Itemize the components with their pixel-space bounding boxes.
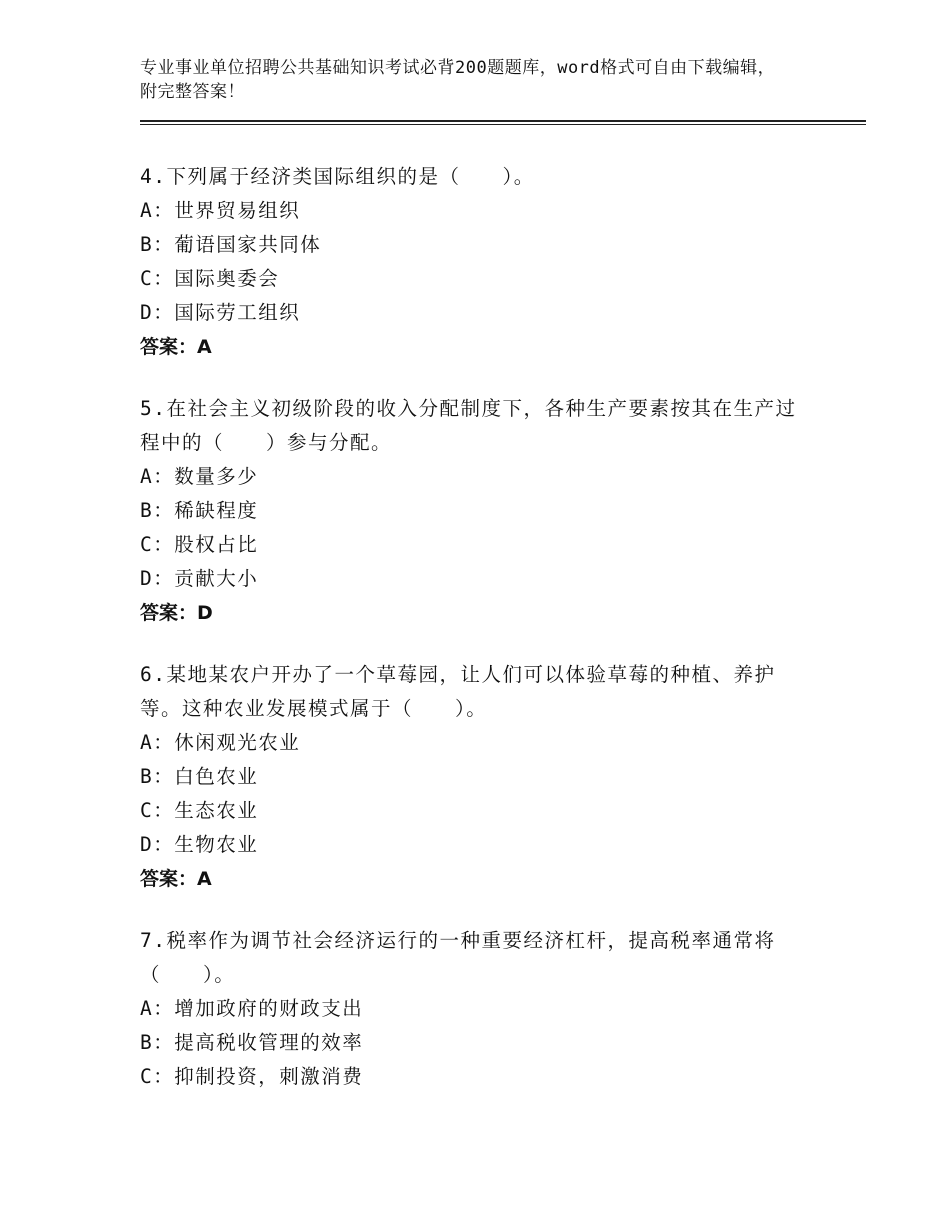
option-c: C：股权占比 (140, 533, 259, 556)
question-stem: 5.在社会主义初级阶段的收入分配制度下，各种生产要素按其在生产过程中的（ ）参与分配。 (140, 397, 797, 454)
option-d: D：贡献大小 (140, 567, 259, 590)
option-d: D：国际劳工组织 (140, 301, 301, 324)
question-4 (140, 160, 800, 364)
option-c: C：生态农业 (140, 799, 259, 822)
answer: 答案：A (140, 868, 212, 890)
document-header: 专业事业单位招聘公共基础知识考试必背200题题库，word格式可自由下载编辑，附完整答案！ (140, 58, 776, 102)
option-d: D：生物农业 (140, 833, 259, 856)
question-stem: 6.某地某农户开办了一个草莓园，让人们可以体验草莓的种植、养护等。这种农业发展模式属于（ ）。 (140, 663, 776, 720)
question-6 (140, 658, 800, 896)
header-divider (140, 120, 866, 125)
answer: 答案：A (140, 336, 212, 358)
option-b: B：葡语国家共同体 (140, 233, 322, 256)
option-a: A：休闲观光农业 (140, 731, 301, 754)
option-b: B：提高税收管理的效率 (140, 1031, 364, 1054)
option-a: A：数量多少 (140, 465, 259, 488)
option-a: A：世界贸易组织 (140, 199, 301, 222)
option-c: C：抑制投资，刺激消费 (140, 1065, 364, 1088)
option-b: B：白色农业 (140, 765, 259, 788)
question-list (140, 160, 800, 1122)
answer: 答案：D (140, 602, 213, 624)
question-stem: 7.税率作为调节社会经济运行的一种重要经济杠杆，提高税率通常将（ ）。 (140, 929, 776, 986)
question-stem: 4.下列属于经济类国际组织的是（ ）。 (140, 165, 535, 188)
option-c: C：国际奥委会 (140, 267, 280, 290)
option-b: B：稀缺程度 (140, 499, 259, 522)
question-7 (140, 924, 800, 1094)
question-5 (140, 392, 800, 630)
option-a: A：增加政府的财政支出 (140, 997, 364, 1020)
